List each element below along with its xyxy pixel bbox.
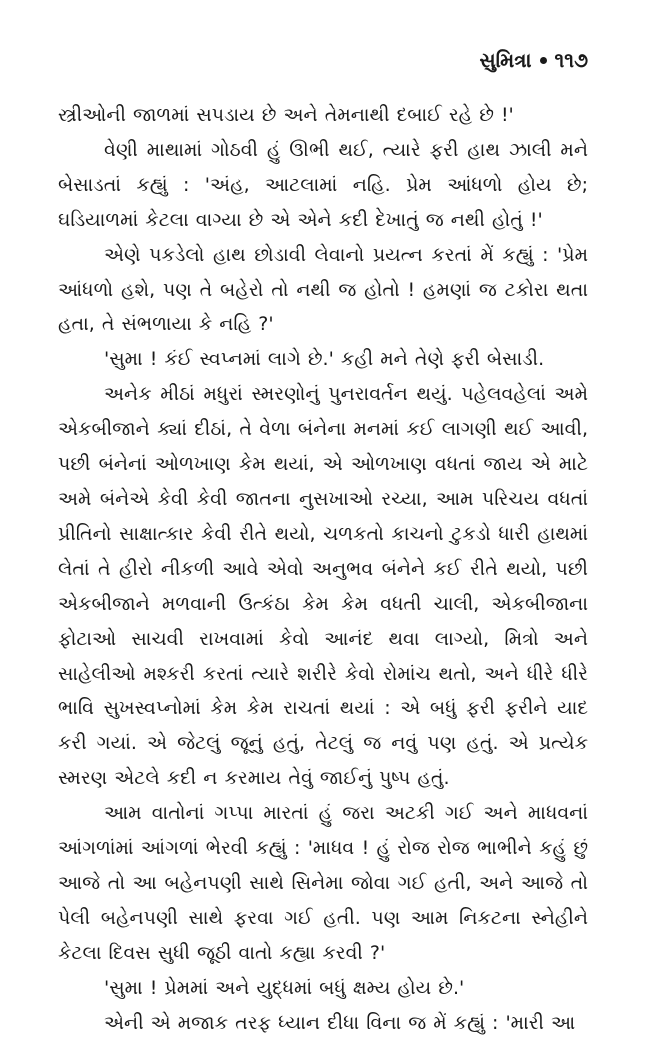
paragraph: સ્ત્રીઓની જાળમાં સપડાય છે અને તેમનાથી દબાઈ રહે છે !'	[58, 104, 514, 126]
paragraph: આમ વાતોનાં ગપ્પા મારતાં હું જરા અટકી ગઈ અને માધવનાં આંગળાંમાં આંગળાં ભેરવી કહ્યું : 'માધવ ! હું રોજ રોજ ભાભીને કહું છું આજે તો આ બહેનપણી સાથે સિનેમા જોવા ગઈ હતી, અને આજે તો પેલી બહેનપણી સાથે ફરવા ગઈ હતી. પણ આમ નિકટના સ્નેહીને કેટલા દિવસ સુધી જૂઠી વાતો કહ્યા કરવી ?'	[58, 802, 588, 964]
paragraph: અનેક મીઠાં મધુરાં સ્મરણોનું પુનરાવર્તન થયું. પહેલવહેલાં અમે એકબીજાને ક્યાં દીઠાં, તે વેળા બંનેના મનમાં કઈ લાગણી થઈ આવી, પછી બંનેનાં ઓળખાણ કેમ થયાં, એ ઓળખાણ વધતાં જાય એ માટે અમે બંનેએ કેવી કેવી જાતના નુસખાઓ રચ્યા, આમ પરિચય વધતાં પ્રીતિનો સાક્ષાત્કાર કેવી રીતે થયો, ચળકતો કાચનો ટુકડો ધારી હાથમાં લેતાં તે હીરો નીકળી આવે એવો અનુભવ બંનેને કઈ રીતે થયો, પછી એકબીજાને મળવાની ઉત્કંઠા કેમ કેમ વધતી ચાલી, એકબીજાના ફોટાઓ સાચવી રાખવામાં કેવો આનંદ થવા લાગ્યો, મિત્રો અને સાહેલીઓ મશ્કરી કરતાં ત્યારે શરીરે કેવો રોમાંચ થતો, અને ધીરે ધીરે ભાવિ સુખસ્વપ્નોમાં કેમ કેમ રાચતાં થયાં : એ બધું ફરી ફરીને યાદ કરી ગયાં. એ જેટલું જૂનું હતું, તેટલું જ નવું પણ હતું. એ પ્રત્યેક સ્મરણ એટલે કદી ન કરમાય તેવું જાઈનું પુષ્પ હતું.	[58, 383, 588, 790]
body-text	[58, 98, 588, 1040]
paragraph: એની એ મજાક તરફ ધ્યાન દીધા વિના જ મેં કહ્યું : 'મારી આ	[104, 1011, 576, 1034]
paragraph: 'સુમા ! કંઈ સ્વપ્નમાં લાગે છે.' કહી મને તેણે ફરી બેસાડી.	[104, 348, 545, 371]
paragraph: વેણી માથામાં ગોઠવી હું ઊભી થઈ, ત્યારે ફરી હાથ ઝાલી મને બેસાડતાં કહ્યું : 'અંહ, આટલામાં નહિ. પ્રેમ આંધળો હોય છે; ઘડિયાળમાં કેટલા વાગ્યા છે એ એને કદી દેખાતું જ નથી હોતું !'	[58, 138, 588, 231]
paragraph: 'સુમા ! પ્રેમમાં અને યુદ્ધમાં બધું ક્ષમ્ય હોય છે.'	[104, 976, 465, 999]
page-number: ૧૧૭	[554, 48, 588, 72]
paragraph: એણે પકડેલો હાથ છોડાવી લેવાનો પ્રયત્ન કરતાં મેં કહ્યું : 'પ્રેમ આંધળો હશે, પણ તે બહેરો તો નથી જ હોતો ! હમણાં જ ટકોરા થતા હતા, તે સંભળાયા કે નહિ ?'	[58, 243, 588, 336]
bullet-separator-icon	[540, 57, 547, 64]
running-title: સુમિત્રા	[479, 48, 532, 72]
running-header	[58, 40, 588, 80]
